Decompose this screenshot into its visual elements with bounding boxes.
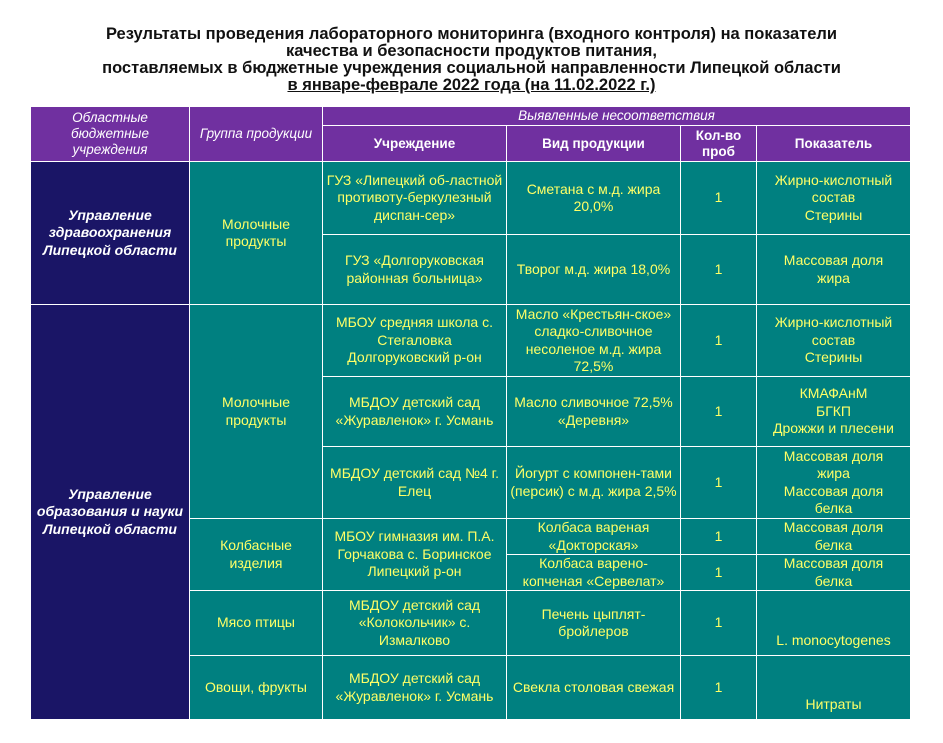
header-samples: Кол-во проб — [681, 126, 757, 162]
indicator-line: состав — [811, 331, 856, 348]
indicator-line: КМАФАнМ — [799, 385, 868, 402]
institution-cell: МБОУ гимназия им. П.А. Горчакова с. Боринское Липецкий р-он — [323, 519, 507, 591]
header-indicator: Показатель — [757, 126, 911, 162]
institution-cell: ГУЗ «Липецкий об-ластной противоту-беркулезный диспан-сер» — [323, 162, 507, 235]
product-cell: Колбаса вареная «Докторская» — [507, 519, 681, 555]
product-cell: Масло сливочное 72,5% «Деревня» — [507, 377, 681, 447]
indicator-cell — [757, 555, 911, 591]
department-education: Управление образования и науки Липецкой области — [31, 305, 190, 720]
indicator-line: Жирно-кислотный — [774, 171, 893, 188]
title-line-2: качества и безопасности продуктов питания, — [286, 42, 657, 60]
samples-cell: 1 — [681, 591, 757, 656]
indicator-line: Нитраты — [805, 695, 862, 712]
indicator-line: Жирно-кислотный — [774, 314, 893, 331]
indicator-cell — [757, 656, 911, 720]
indicator-line: Массовая доля — [783, 447, 884, 464]
samples-cell: 1 — [681, 555, 757, 591]
group-poultry: Мясо птицы — [190, 591, 323, 656]
indicator-cell — [757, 591, 911, 656]
indicator-line: жира — [817, 465, 850, 481]
indicator-line: белка — [814, 572, 853, 589]
indicator-line: Стерины — [804, 206, 863, 223]
samples-cell: 1 — [681, 305, 757, 377]
indicator-line: белка — [814, 536, 853, 553]
department-health: Управление здравоохранения Липецкой области — [31, 162, 190, 305]
samples-cell: 1 — [681, 447, 757, 519]
group-dairy-2: Молочные продукты — [190, 305, 323, 519]
indicator-cell — [757, 377, 911, 447]
indicator-line: Массовая доля — [783, 555, 884, 571]
indicator-line: Массовая доля — [783, 252, 884, 268]
samples-cell: 1 — [681, 519, 757, 555]
header-institution: Учреждение — [323, 126, 507, 162]
indicator-line: БГКП — [816, 402, 851, 419]
results-table — [30, 106, 911, 720]
group-dairy-1: Молочные продукты — [190, 162, 323, 305]
product-cell: Сметана с м.д. жира 20,0% — [507, 162, 681, 235]
indicator-line: состав — [811, 189, 856, 206]
header-found: Выявленные несоответствия — [323, 107, 911, 126]
header-group: Группа продукции — [190, 107, 323, 162]
title-line-1: Результаты проведения лабораторного мониторинга (входного контроля) на показатели — [105, 25, 838, 43]
indicator-line: белка — [814, 500, 853, 516]
samples-cell: 1 — [681, 235, 757, 305]
indicator-line: Стерины — [804, 349, 863, 366]
group-vegetables: Овощи, фрукты — [190, 656, 323, 720]
indicator-cell — [757, 447, 911, 519]
product-cell: Йогурт с компонен-тами (персик) с м.д. жира 2,5% — [507, 447, 681, 519]
institution-cell: МБДОУ детский сад «Журавленок» г. Усмань — [323, 656, 507, 720]
indicator-cell — [757, 305, 911, 377]
indicator-cell — [757, 235, 911, 305]
institution-cell: МБДОУ детский сад «Колокольчик» с. Измалково — [323, 591, 507, 656]
indicator-cell — [757, 519, 911, 555]
report-title — [0, 0, 943, 94]
product-cell: Творог м.д. жира 18,0% — [507, 235, 681, 305]
indicator-line: Дрожжи и плесени — [773, 420, 894, 437]
samples-cell: 1 — [681, 377, 757, 447]
product-cell: Колбаса варено-копченая «Сервелат» — [507, 555, 681, 591]
institution-cell: МБДОУ детский сад №4 г. Елец — [323, 447, 507, 519]
indicator-line: L. monocytogenes — [776, 631, 891, 648]
indicator-cell — [757, 162, 911, 235]
product-cell: Свекла столовая свежая — [507, 656, 681, 720]
header-regional: Областные бюджетные учреждения — [31, 107, 190, 162]
group-sausage: Колбасные изделия — [190, 519, 323, 591]
institution-cell: ГУЗ «Долгоруковская районная больница» — [323, 235, 507, 305]
product-cell: Печень цыплят-бройлеров — [507, 591, 681, 656]
product-cell: Масло «Крестьян-ское» сладко-сливочное несоленое м.д. жира 72,5% — [507, 305, 681, 377]
indicator-line: жира — [817, 269, 850, 286]
institution-cell: МБДОУ детский сад «Журавленок» г. Усмань — [323, 377, 507, 447]
samples-cell: 1 — [681, 162, 757, 235]
title-line-3: поставляемых в бюджетные учреждения социальной направленности Липецкой области — [102, 59, 841, 77]
title-line-4: в январе-февралe 2022 года (на 11.02.2022 г.) — [287, 76, 656, 94]
samples-cell: 1 — [681, 656, 757, 720]
header-product: Вид продукции — [507, 126, 681, 162]
indicator-line: Массовая доля — [783, 519, 884, 535]
indicator-line: Массовая доля — [783, 482, 884, 499]
institution-cell: МБОУ средняя школа с. Стегаловка Долгоруковский р-он — [323, 305, 507, 377]
